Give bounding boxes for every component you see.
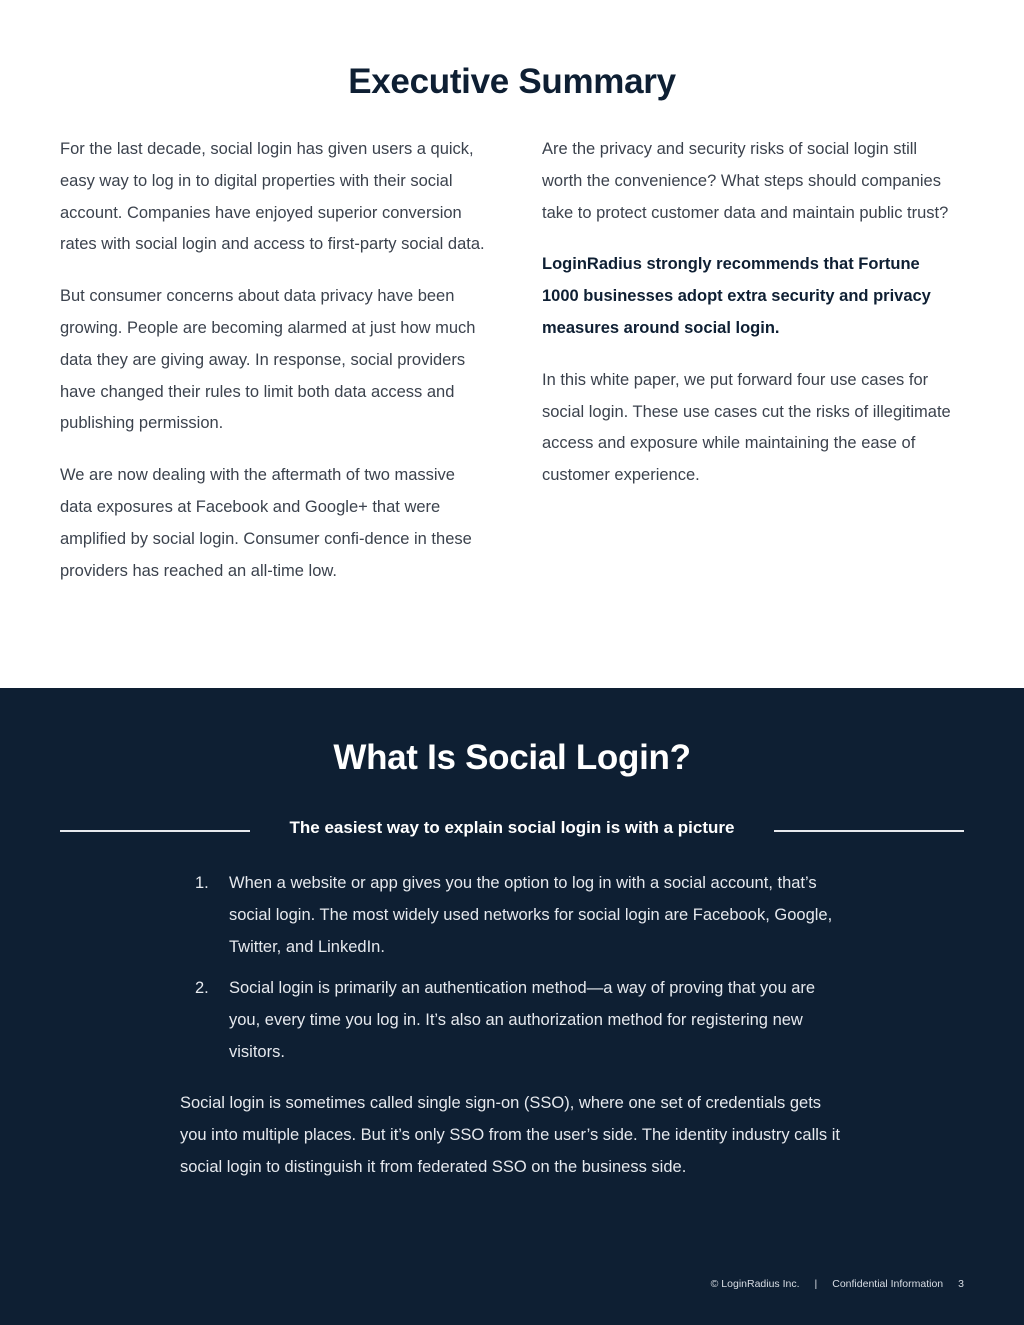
confidential-text: Confidential Information <box>832 1278 944 1290</box>
page-number: 3 <box>958 1278 964 1290</box>
social-login-title: What Is Social Login? <box>333 738 691 777</box>
list-text: Social login is primarily an authentication method—a way of proving that you are you, every time you log in. It’s also an authorization method for registering new visitors. <box>229 979 816 1061</box>
list-item <box>195 973 845 1068</box>
footer-separator: | <box>814 1278 818 1290</box>
recommendation-text: LoginRadius strongly recommends that Fortune 1000 businesses adopt extra security and privacy measures around social login. <box>542 255 931 337</box>
section-subtitle: The easiest way to explain social login is with a picture <box>289 818 735 837</box>
list-text: When a website or app gives you the option to log in with a social account, that’s social login. The most widely used networks for social login are Facebook, Google, Twitter, and LinkedIn. <box>229 874 833 956</box>
left-paragraph: We are now dealing with the aftermath of two massive data exposures at Facebook and Google+ that were amplified by social login. Consumer confi-dence in these providers has reached an all-time low. <box>60 466 472 580</box>
copyright-text: © LoginRadius Inc. <box>710 1278 800 1290</box>
divider-left <box>60 830 250 832</box>
right-paragraph: Are the privacy and security risks of social login still worth the convenience? What steps should companies take to protect customer data and maintain public trust? <box>542 140 949 222</box>
list-item <box>195 868 845 963</box>
page-footer <box>711 1278 964 1290</box>
list-number: 2. <box>195 979 209 998</box>
social-login-section <box>0 688 1024 1325</box>
list-number: 1. <box>195 874 209 892</box>
left-column <box>60 134 490 607</box>
left-paragraph: For the last decade, social login has given users a quick, easy way to log in to digital properties with their social account. Companies have enjoyed superior conversion rates with social login and access to first-party social data. <box>60 140 485 254</box>
sso-paragraph: Social login is sometimes called single sign-on (SSO), where one set of credentials gets you into multiple places. But it’s only SSO from the user’s side. The identity industry calls it social login to distinguish it from federated SSO on the business side. <box>180 1094 840 1176</box>
right-column <box>542 134 952 512</box>
divider-right <box>774 830 964 832</box>
right-paragraph: In this white paper, we put forward four use cases for social login. These use cases cut the risks of illegitimate access and exposure while maintaining the ease of customer experience. <box>542 370 951 485</box>
executive-summary-title: Executive Summary <box>348 62 676 101</box>
numbered-list <box>195 868 845 1079</box>
left-paragraph: But consumer concerns about data privacy have been growing. People are becoming alarmed at just how much data they are giving away. In response, social providers have changed their rules to limit both data access and publishing permission. <box>60 287 476 433</box>
